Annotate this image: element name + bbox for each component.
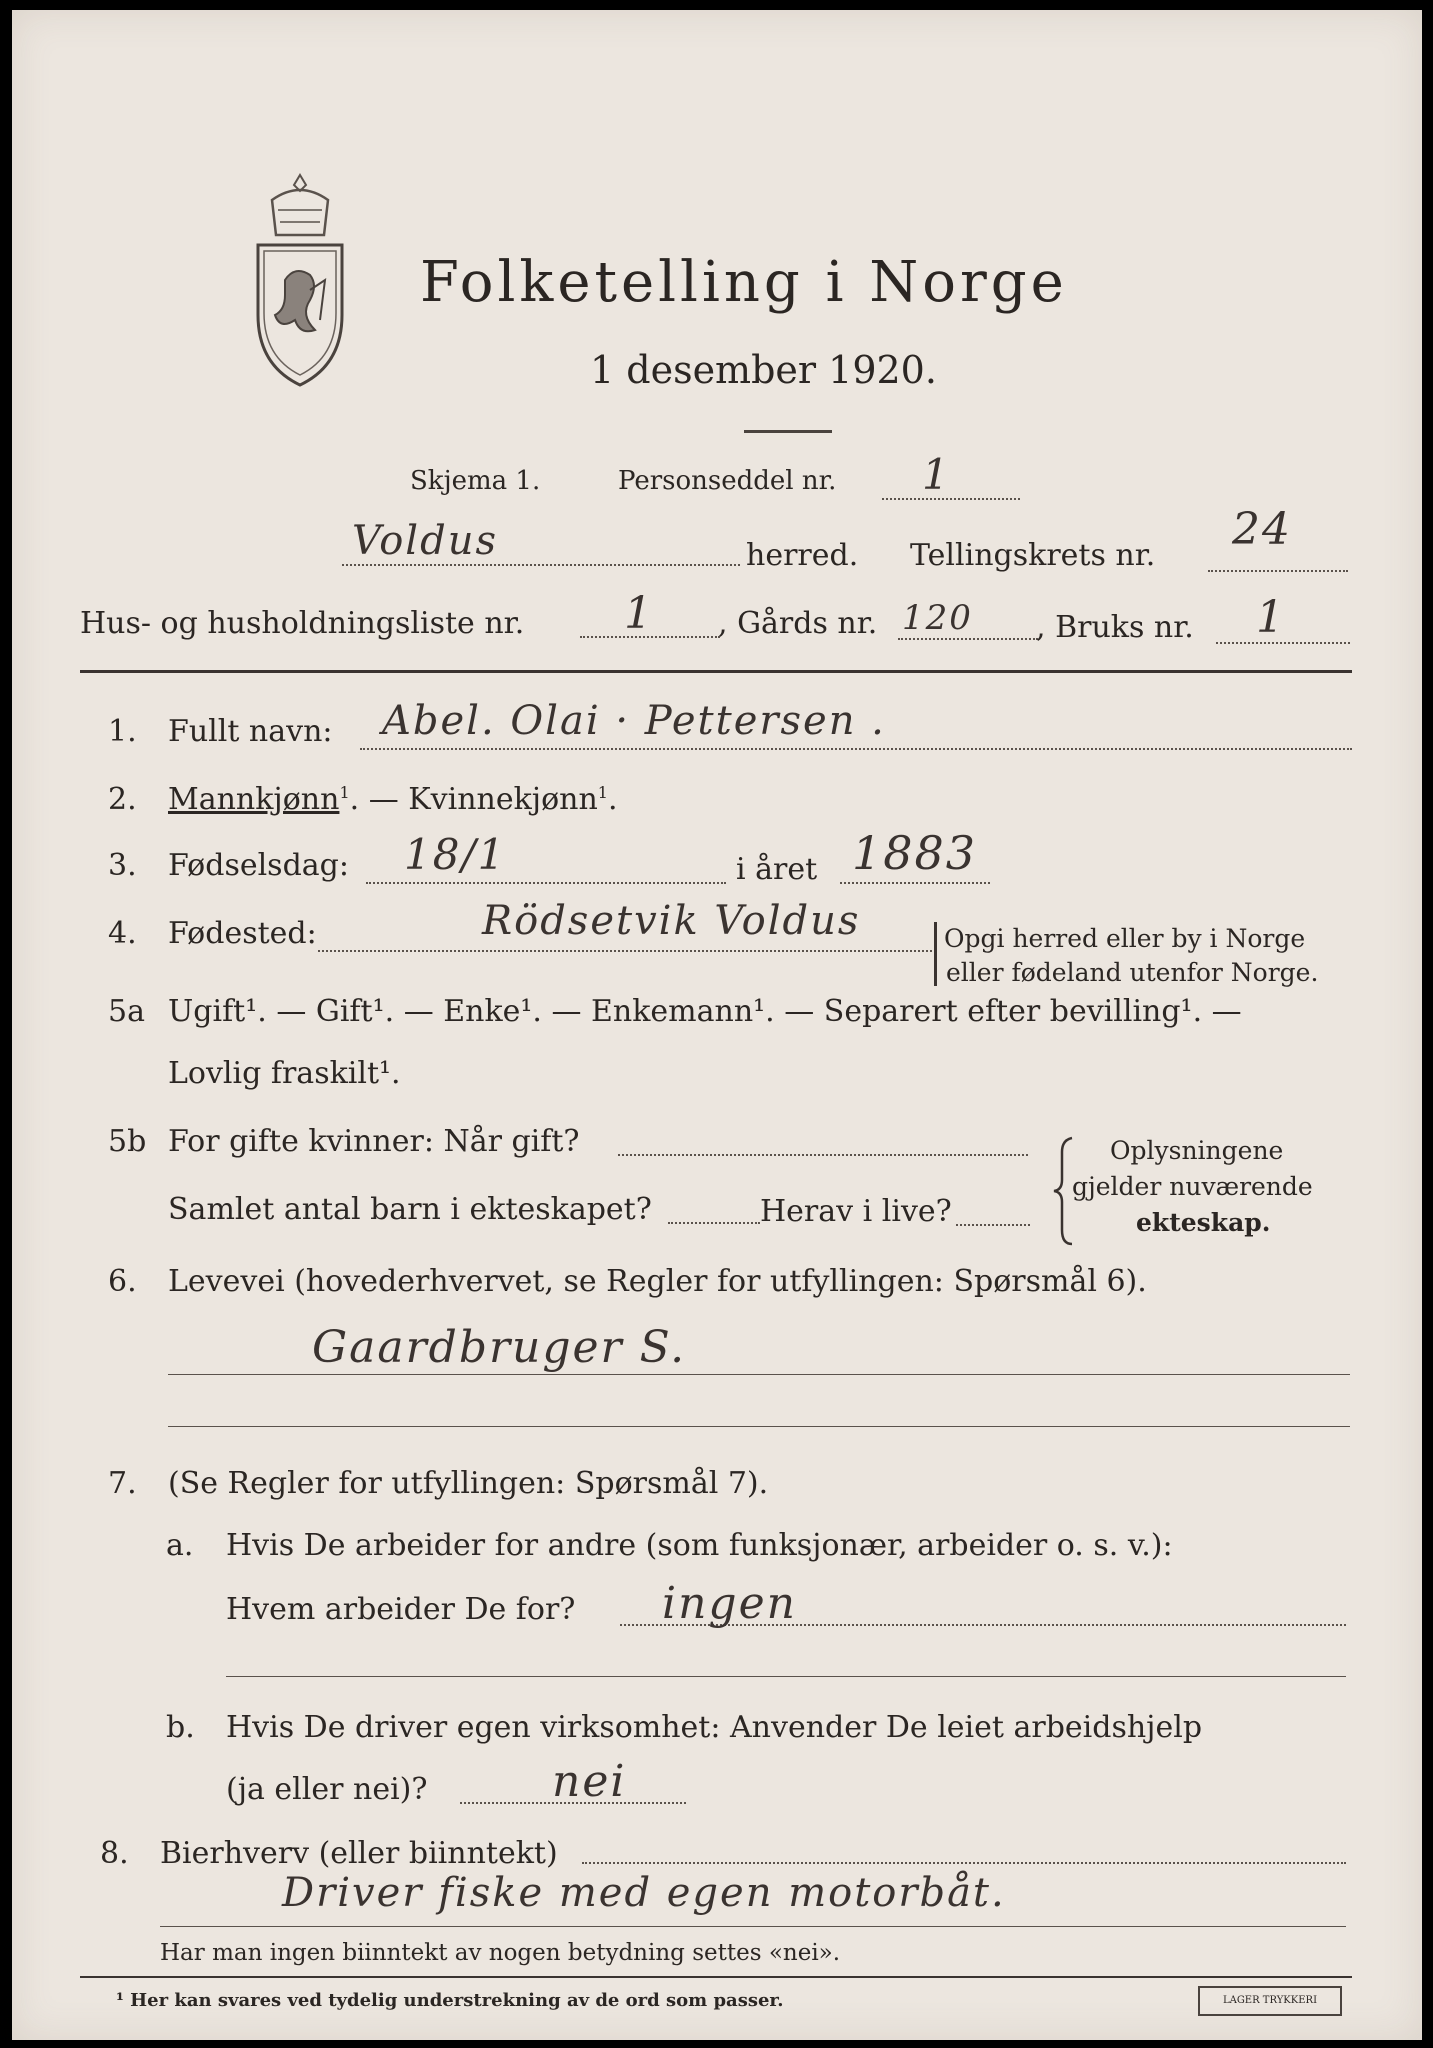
q5a-options[interactable]: Ugift¹. — Gift¹. — Enke¹. — Enkemann¹. — Separert efter bevilling¹. —: [168, 994, 1242, 1029]
hus-value[interactable]: 1: [624, 588, 654, 639]
q1-line: [360, 748, 1352, 750]
tellingskrets-value[interactable]: 24: [1232, 504, 1292, 555]
coat-of-arms-icon: [250, 170, 350, 400]
q7b-letter: b.: [166, 1710, 195, 1745]
q5b-note-line1: Oplysningene: [1110, 1136, 1284, 1165]
q7a-letter: a.: [166, 1528, 194, 1563]
q6-number: 6.: [108, 1264, 137, 1299]
personseddel-line: [882, 498, 1020, 500]
q8-note: Har man ingen biinntekt av nogen betydning settes «nei».: [160, 1940, 841, 1966]
bruks-label: , Bruks nr.: [1036, 610, 1194, 645]
form-title: Folketelling i Norge: [420, 250, 1068, 315]
q4-note-bracket: [934, 922, 937, 986]
q1-number: 1.: [108, 714, 137, 749]
q8-label: Bierhverv (eller biinntekt): [160, 1836, 558, 1871]
q5b-alive-line: [956, 1224, 1030, 1226]
q8-number: 8.: [100, 1836, 129, 1871]
q6-line1: [168, 1374, 1350, 1375]
q6-label: Levevei (hovederhvervet, se Regler for utfyllingen: Spørsmål 6).: [168, 1264, 1147, 1299]
q5b-note-line2: gjelder nuværende: [1072, 1172, 1313, 1201]
q7-number: 7.: [108, 1466, 137, 1501]
q7a-line-extra: [226, 1676, 1346, 1677]
q5b-children-line: [668, 1222, 760, 1224]
q3-year-line: [840, 882, 990, 884]
footer-rule: [80, 1976, 1352, 1978]
q2-male-option[interactable]: Mannkjønn: [168, 782, 340, 817]
personseddel-value[interactable]: 1: [922, 450, 951, 499]
q1-value[interactable]: Abel. Olai · Pettersen .: [382, 698, 886, 744]
q3-year-value[interactable]: 1883: [852, 826, 978, 880]
q4-note-line1: Opgi herred eller by i Norge: [944, 924, 1306, 953]
q2-options: [168, 782, 618, 817]
q7a-value[interactable]: ingen: [662, 1578, 797, 1629]
herred-line: [342, 564, 740, 566]
tellingskrets-line: [1208, 570, 1348, 572]
gards-label: , Gårds nr.: [718, 606, 878, 641]
q7b-line2: (ja eller nei)?: [226, 1772, 428, 1807]
q4-value[interactable]: Rödsetvik Voldus: [482, 898, 861, 944]
q5a-number: 5a: [108, 994, 145, 1029]
q4-line: [318, 950, 932, 952]
bruks-value[interactable]: 1: [1256, 592, 1286, 643]
q6-value[interactable]: Gaardbruger S.: [312, 1322, 687, 1373]
q5b-note-line3: ekteskap.: [1136, 1208, 1271, 1237]
q2-number: 2.: [108, 782, 137, 817]
q3-number: 3.: [108, 848, 137, 883]
q5b-when-line: [618, 1154, 1028, 1156]
personseddel-label: Personseddel nr.: [618, 466, 837, 496]
q2-end: .: [607, 782, 618, 817]
q5b-number: 5b: [108, 1124, 147, 1159]
q4-note-line2: eller fødeland utenfor Norge.: [946, 958, 1319, 987]
herred-value[interactable]: Voldus: [352, 518, 498, 564]
q7b-value[interactable]: nei: [552, 1756, 627, 1807]
q3-label: Fødselsdag:: [168, 848, 349, 883]
q2-separator: . —: [349, 782, 409, 817]
q6-line2: [168, 1426, 1350, 1427]
q7a-line1: Hvis De arbeider for andre (som funksjonær, arbeider o. s. v.):: [226, 1528, 1173, 1563]
census-form: [12, 10, 1422, 2040]
q3-value[interactable]: 18/1: [404, 830, 507, 879]
hus-label: Hus- og husholdningsliste nr.: [80, 606, 525, 641]
q3-year-label: i året: [736, 852, 818, 887]
q5b-alive-label: Herav i live?: [760, 1194, 952, 1229]
q2-male-sup: 1: [339, 783, 350, 802]
herred-label: herred.: [746, 538, 859, 573]
q4-number: 4.: [108, 916, 137, 951]
q7b-line1: Hvis De driver egen virksomhet: Anvender De leiet arbeidshjelp: [226, 1710, 1203, 1745]
tellingskrets-label: Tellingskrets nr.: [910, 538, 1156, 573]
q5a-options-line2[interactable]: Lovlig fraskilt¹.: [168, 1056, 401, 1091]
q2-female-sup: 1: [597, 783, 608, 802]
printer-stamp: LAGER TRYKKERI: [1198, 1986, 1342, 2016]
q4-label: Fødested:: [168, 916, 317, 951]
q3-line: [366, 882, 726, 884]
q8-line: [582, 1862, 1346, 1864]
form-date: 1 desember 1920.: [590, 348, 937, 392]
footnote: ¹ Her kan svares ved tydelig understrekning av de ord som passer.: [116, 1990, 784, 2011]
q8-line-extra: [160, 1926, 1346, 1927]
title-divider: [744, 430, 832, 433]
q2-female-option[interactable]: Kvinnekjønn: [408, 782, 598, 817]
gards-value[interactable]: 120: [902, 598, 973, 638]
header-rule: [80, 670, 1352, 673]
skjema-label: Skjema 1.: [410, 466, 541, 496]
q7a-line2: Hvem arbeider De for?: [226, 1592, 576, 1627]
q7-label: (Se Regler for utfyllingen: Spørsmål 7).: [168, 1466, 769, 1501]
q8-value[interactable]: Driver fiske med egen motorbåt.: [282, 1870, 1006, 1916]
q1-label: Fullt navn:: [168, 714, 333, 749]
q5b-children-label: Samlet antal barn i ekteskapet?: [168, 1192, 652, 1227]
q5b-line1: For gifte kvinner: Når gift?: [168, 1124, 580, 1159]
gards-line: [898, 638, 1038, 640]
